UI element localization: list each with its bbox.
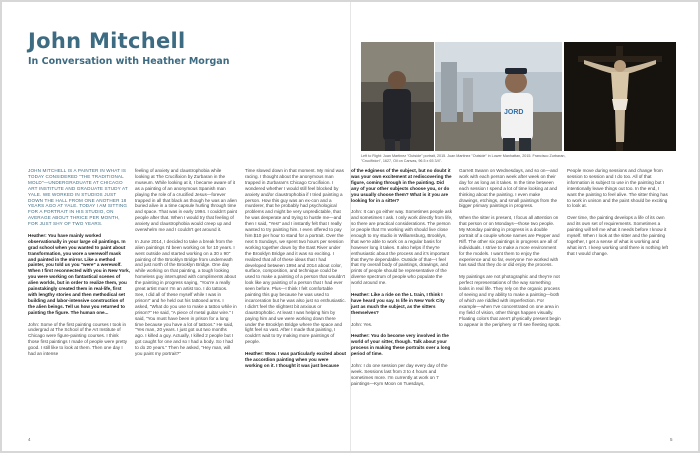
- interview-answer: People move during sessions and change from session to session and I do too. All of that information is subject to use in the painting but I intentionally leave things out too. In the end, I want the painting to feel alive. The sitter thing has to work in unison and the paint should be exciting to look at.: [567, 168, 668, 209]
- interview-answer: Over time, the painting develops a life of its own and its own set of requirements. Sometimes a painting will tell me what it needs before I know it myself. When I look at the sitter and the painting together, I get a sense of what is working and what isn't. I keep working until there is nothing left that I would change.: [567, 215, 668, 256]
- shirt-lettering: JORD: [504, 109, 524, 116]
- photo-portrait-painting: [361, 42, 434, 151]
- photo-caption: Left to Right: Juan Martinez "Outside" portrait, 2015. Juan Martinez "Outside" in Lower Manhattan, 2015. Francisco Zurbaran, "Crucifixion", 1627, Oil on Canvas, 96.5 x 65 3/4".: [361, 154, 566, 163]
- interview-question: Heather: You do become very involved in the world of your sitter, though. Talk about your process in making these portraits over a long period of time.: [351, 333, 451, 357]
- article-subtitle: In Conversation with Heather Morgan: [28, 56, 230, 67]
- interview-answer: John: Some of the first painting courses I took in undergrad at The School of the Art Institute of Chicago were figure-painting courses. I think those first paintings I made of people were pretty good. I still like to look at them. Then one day I had an intense: [28, 321, 128, 357]
- interview-answer: John: Yes.: [351, 321, 373, 327]
- interview-answer: When the sitter is present, I focus all attention on that person or on Mondays—those two people. My Monday painting in progress is a double portrait of a couple whose names are Pepper and Riff. The other six paintings in progress are all of individuals. I strive to make a more environment for the models. I want them to enjoy the experience and so far, everyone I've worked with has said that they do or did enjoy the process.: [459, 215, 560, 268]
- photo-outdoor-lower-manhattan: [435, 42, 562, 151]
- interview-answer: John: It can go either way. Sometimes people ask and sometimes I ask. I only work directly from life, so there are practical considerations. The person or people that I'm working with should live close enough to my studio in Williamsburg, Brooklyn, that we're able to work on a regular basis for however long it takes. It also helps if they're enthusiastic about the process and it's important that they're dependable. Outside of that—I feel that my overall body of paintings, drawings, and prints of people should be representative of the diverse spectrum of people who populate the world around me.: [351, 209, 453, 286]
- interview-question: of the edginess of the subject, but no doubt it was your own excitement at rediscovering the figure, coming through in the painting. Did any of your other subjects choose you, or do you usually choose them? What is it you are looking for in a sitter?: [351, 168, 452, 203]
- interview-question: Heather: Wow. I was particularly excited about the accordion painting when you were working on it. I thought it was just because: [245, 351, 347, 368]
- interview-answer: Garrett Swann on Wednesdays, and so on—and work with each person week after week on their day for as long as it takes. In the time between each session I spend a lot of time looking at and thinking about the painting. I even make drawings, etchings, and small paintings from the bigger primary paintings in progress.: [459, 168, 558, 209]
- text-column-4: [351, 168, 453, 438]
- magazine-spread: [2, 2, 698, 451]
- interview-answer: feeling of anxiety and claustrophobia while looking at The Crucifixion by Zurbaran in the museum. While looking at it, I became aware of it as a painting of an anonymous Spanish man playing the role of a crucified Jesus—forever trapped in all that black as though he was an alien buried alive in a time capsule hurling through time and space. That was in early 1994. I couldn't paint people after that. When I would try that feeling of anxiety and claustrophobia would creep up and overwhelm me and I couldn't get around it.: [135, 168, 237, 233]
- interview-answer: My paintings are not photographic and they're not perfect representations of the way something looks in real life. They rely on the organic process of seeing and my ability to make a painting—both of which are riddled with imperfection. For example—when I've concentrated on one area in my field of vision, other things happen visually. Floating colors that aren't physically present begin to appear in the periphery or I'll see fleeting spots.: [459, 274, 561, 327]
- article-title: John Mitchell: [28, 29, 186, 53]
- text-column-3: [245, 168, 347, 438]
- interview-question: Heather: You have mainly worked observationally in your large oil paintings. In grad school when you wanted to paint about transformation, you wore a werewolf mask and painted in the mirror. Like a method painter, you told us you "were" a werewolf. When I first reconnected with you in New York, you were working on fantastical scenes of alien worlds, but in order to realize them, you painstakingly created them in real-life, first with lengthy stories and then methodical set building and labor-intensive construction of the alien beings. Tell us how you returned to painting the figure. The human one...: [28, 232, 130, 315]
- text-column-1: [28, 168, 130, 438]
- photo-crucifixion-painting: [564, 42, 676, 151]
- interview-question: Heather: Like a ride on the L train, I think I have heard you say. Is life in New York City just as much the subject, as the sitters themselves?: [351, 292, 445, 315]
- text-column-2: [135, 168, 237, 438]
- page-number-right: 5: [670, 437, 673, 442]
- text-column-5: [459, 168, 561, 438]
- text-column-6: [567, 168, 669, 438]
- interview-answer: Time slowed down in that moment. My mind was racing. I thought about the anonymous man trapped in Zurbaran's Chicago Crucifixion. I wondered whether I would still feel blocked by anxiety and/or claustrophobia if I tried painting a person. How this guy was an ex-con and a murderer, that he probably had psychological problems and might be very unpredictable, that he was desperate and trying to hustle me—and then I said, "Yes!" and I instantly felt that I really wanted to try painting him. I even offered to pay him $10 per hour to stand for a portrait. Over the next 5 Sundays, we spent two hours per session working together down by the East River under the Brooklyn Bridge and it was so exciting. I realized that all of these ideas that I had developed between 1994 and 2014 about color, surface, composition, and technique could be used to make a painting of a person that wouldn't look like any painting of a person that I had ever seen before. Plus—I think I felt comfortable painting this guy because he was used to incarceration but he was also just so enthusiastic. I didn't feel the slightest bit anxious or claustrophobic. At least I was helping him by paying him and we were working down there under the Brooklyn Bridge where the space and light feel so vast. After I made that painting, I couldn't wait to try making more paintings of people.: [245, 168, 346, 345]
- page-number-left: 4: [28, 437, 31, 442]
- interview-answer: In June 2014, I decided to take a break from the alien paintings I'd been working on for 10 years. I went outside and started working on a 30 x 90" painting of the Brooklyn Bridge from underneath and just north of the Brooklyn Bridge. One day while working on that painting, a tough looking homeless guy interrupted with compliments about the painting in progress saying, "You're a really great artist man! I'm an artist too. I do tattoos. See, I did all of these myself while I was in prison!" and he held out his tattooed arms. I asked, "What do you use to make a tattoo while in prison?" He said, "A piece of metal guitar wire." I said, "You must have been in prison for a long time because you have a lot of tattoos." He said, "Yes man, 20 years. I just got out two months ago. I killed a guy. Actually, I killed 2 people but I got caught for one and so I had a body. So I had to do 20 years." Then he asked, "Hey man, will you paint my portrait?": [135, 238, 237, 357]
- intro-paragraph: JOHN MITCHELL IS A PAINTER IN WHAT IS TODAY CONSIDERED "THE TRADITIONAL MOLD"—UNDERGRADUATE AT CHICAGO ART INSTITUTE AND GRADUATE STUDY AT YALE. WE WORKED IN STUDIOS JUST DOWN THE HALL FROM ONE ANOTHER 18 YEARS AGO AT YALE. TODAY I AM SITTING FOR A PORTRAIT IN HIS STUDIO, ON AVERAGE ABOUT THRICE PER MONTH, FOR JUST SHY OF TWO YEARS.: [28, 168, 128, 227]
- interview-answer: John: I do one session per day every day of the week. Sessions last from 3 to 4 hours and sometimes more. I'm currently at work on 7 paintings—Kym Moon on Tuesdays,: [351, 362, 448, 386]
